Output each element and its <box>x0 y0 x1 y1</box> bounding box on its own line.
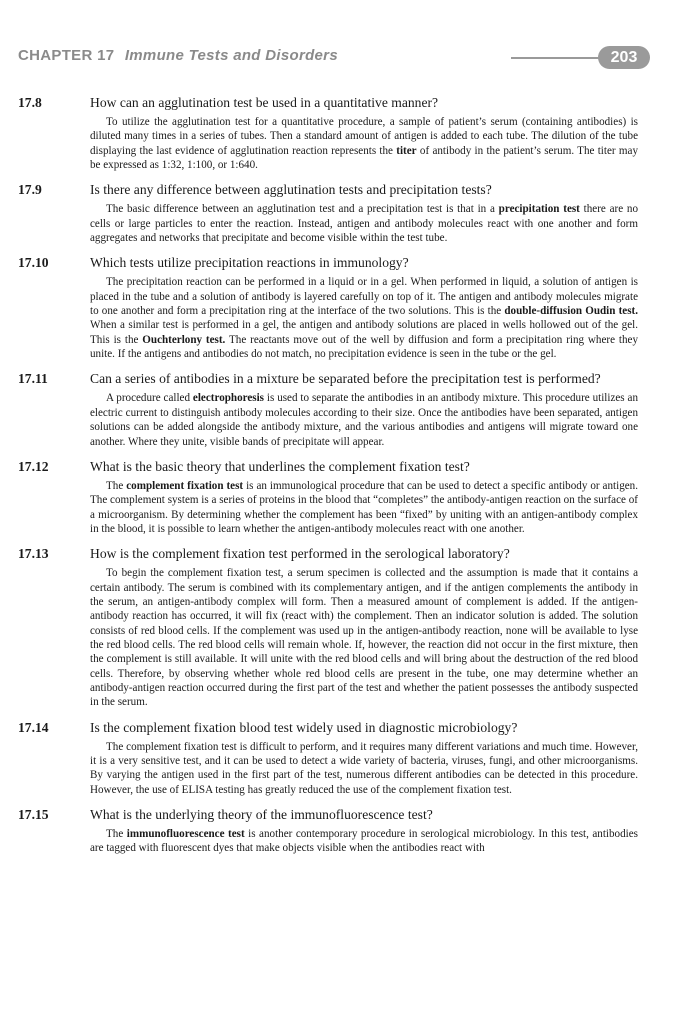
answer-text: is used to separate the antibodies in an antibody mixture. This procedure utilizes an electric current to distinguish antibody molecules according to their size. Once the antibodies have been separated, antigen solutions can be added alongside the antibody mixture, and the various antibodies and antigens will migrate toward one another. Where they unite, visible bands of precipitate will appear. <box>90 392 638 448</box>
answer-text: The basic difference between an agglutination test and a precipitation test is that in a <box>106 203 499 216</box>
question <box>18 254 638 272</box>
answer-text: there are no cells or large particles to enter the reaction. Instead, antigen and antibody molecules react with one another and form aggregates and networks that precipitate and become visible within the test tube. <box>90 203 638 245</box>
question-number: 17.15 <box>18 807 49 823</box>
question <box>18 545 638 563</box>
key-term: precipitation test <box>498 203 580 216</box>
question-text: What is the underlying theory of the immunofluorescence test? <box>90 807 433 823</box>
key-term: double-diffusion Oudin test. <box>504 305 638 318</box>
question <box>18 181 638 199</box>
key-term: electrophoresis <box>192 392 264 405</box>
answer-paragraph <box>90 827 638 856</box>
question-number: 17.9 <box>18 182 42 198</box>
question-text: Can a series of antibodies in a mixture be separated before the precipitation test is performed? <box>90 371 601 387</box>
answer-text: of antibody in the patient’s serum. The titer may be expressed as 1:32, 1:100, or 1:640. <box>90 144 638 172</box>
qa-item <box>18 458 638 536</box>
qa-item <box>18 806 638 856</box>
qa-item <box>18 545 638 709</box>
qa-item <box>18 719 638 797</box>
answer-text: When a similar test is performed in a gel, the antigen and antibody solutions are placed in wells hollowed out of the gel. This is the <box>90 319 638 346</box>
answer-paragraph <box>90 479 638 536</box>
question <box>18 458 638 476</box>
page-header <box>18 43 638 73</box>
chapter-label: CHAPTER 17 <box>18 47 115 64</box>
question-number: 17.8 <box>18 95 42 110</box>
qa-item <box>18 370 638 448</box>
running-head <box>18 47 338 64</box>
question <box>18 806 638 824</box>
answer-paragraph <box>90 566 638 709</box>
key-term: titer <box>396 144 417 157</box>
question-text: What is the basic theory that underlines the complement fixation test? <box>90 458 470 474</box>
question-number: 17.11 <box>18 371 48 387</box>
page-number-badge: 203 <box>598 46 650 69</box>
question-number: 17.13 <box>18 546 49 562</box>
header-rule <box>511 57 606 59</box>
answer-text: The precipitation reaction can be performed in a liquid or in a gel. When performed in liquid, a solution of antigen is placed in the tube and a solution of antibody is layered carefully on top of it. The antigen and antibody molecules migrate to one another and form a precipitation ring at the interface of the two solutions. This is the <box>90 276 638 318</box>
answer-text: To utilize the agglutination test for a quantitative procedure, a sample of patient’s serum (containing antibodies) is diluted many times in a series of tubes. Then a standard amount of antigen is added to each tube. The dilution of the tube displaying the last evidence of agglutination reaction represents the <box>90 116 638 157</box>
question-number: 17.10 <box>18 255 49 271</box>
answer-text: A procedure called <box>106 392 193 405</box>
question-text: How can an agglutination test be used in a quantitative manner? <box>90 95 439 110</box>
question-text: Is there any difference between agglutination tests and precipitation tests? <box>90 182 492 198</box>
answer-text: The <box>106 479 127 492</box>
question <box>18 94 638 112</box>
key-term: immunofluorescence test <box>126 828 245 841</box>
qa-item <box>18 181 638 245</box>
question-text: Which tests utilize precipitation reactions in immunology? <box>90 255 409 271</box>
question <box>18 719 638 737</box>
page-body <box>18 94 638 865</box>
question-text: Is the complement fixation blood test widely used in diagnostic microbiology? <box>90 719 518 735</box>
qa-item <box>18 94 638 172</box>
answer-text: The <box>106 828 127 841</box>
answer-paragraph <box>90 740 638 797</box>
answer-text: is an immunological procedure that can be used to detect a specific antibody or antigen. The complement system is a series of proteins in the blood that “completes” the antibody-antigen reaction on the surface of a microorganism. By determining whether the complement has been “fixed” by uniting with an antigen-antibody complex in the blood, it is possible to learn whether the antigen-antibody molecules react with one another. <box>90 479 638 535</box>
answer-text: The complement fixation test is difficult to perform, and it requires many different variations and much time. However, it is a very sensitive test, and it can be used to detect a wide variety of bacteria, viruses, fungi, and other microorganisms. By varying the antigen used in the first part of the test, numerous different antibodies can be detected in this procedure. However, the use of ELISA testing has greatly reduced the use of the complement fixation test. <box>90 740 638 796</box>
question-number: 17.14 <box>18 719 49 735</box>
answer-text: is another contemporary procedure in serological microbiology. In this test, antibodies are tagged with fluorescent dyes that make objects visible when the antibodies react with <box>90 828 638 855</box>
answer-text: To begin the complement fixation test, a serum specimen is collected and the assumption is made that it contains a certain antibody. The serum is combined with its complementary antigen, and if the antigen complements the antibody in the serum, an antigen-antibody complex will form. Then a measured amount of complement is added. If the antigen-antibody reaction has occurred, it will fix (react with) the complement. Then an indicator solution is added. The solution consists of red blood cells. If the complement was used up in the antigen-antibody reaction, none will be available to lyse the red blood cells. The red blood cells will remain whole. If, however, the reaction did not occur in the first mixture, then the complement is still available. It will unite with the red blood cells and will bring about the destruction of the red blood cells. Therefore, by observing whether whole red blood cells are present in the tube, one may determine whether an antibody-antigen reaction occurred during the first part of the test and whether the patient possesses the antibody suspected in the serum. <box>90 567 638 709</box>
qa-item <box>18 254 638 361</box>
answer-paragraph <box>90 115 638 172</box>
answer-paragraph <box>90 391 638 448</box>
question <box>18 370 638 388</box>
answer-paragraph <box>90 275 638 361</box>
key-term: complement fixation test <box>126 479 244 492</box>
answer-paragraph <box>90 202 638 245</box>
chapter-title: Immune Tests and Disorders <box>124 47 338 64</box>
question-number: 17.12 <box>18 458 49 474</box>
answer-text: The reactants move out of the well by diffusion and form a precipitation ring where they unite. If the antigens and antibodies do not match, no precipitation evidence is seen in the tube or the gel. <box>90 333 638 361</box>
key-term: Ouchterlony test. <box>142 333 226 346</box>
question-text: How is the complement fixation test performed in the serological laboratory? <box>90 546 510 562</box>
